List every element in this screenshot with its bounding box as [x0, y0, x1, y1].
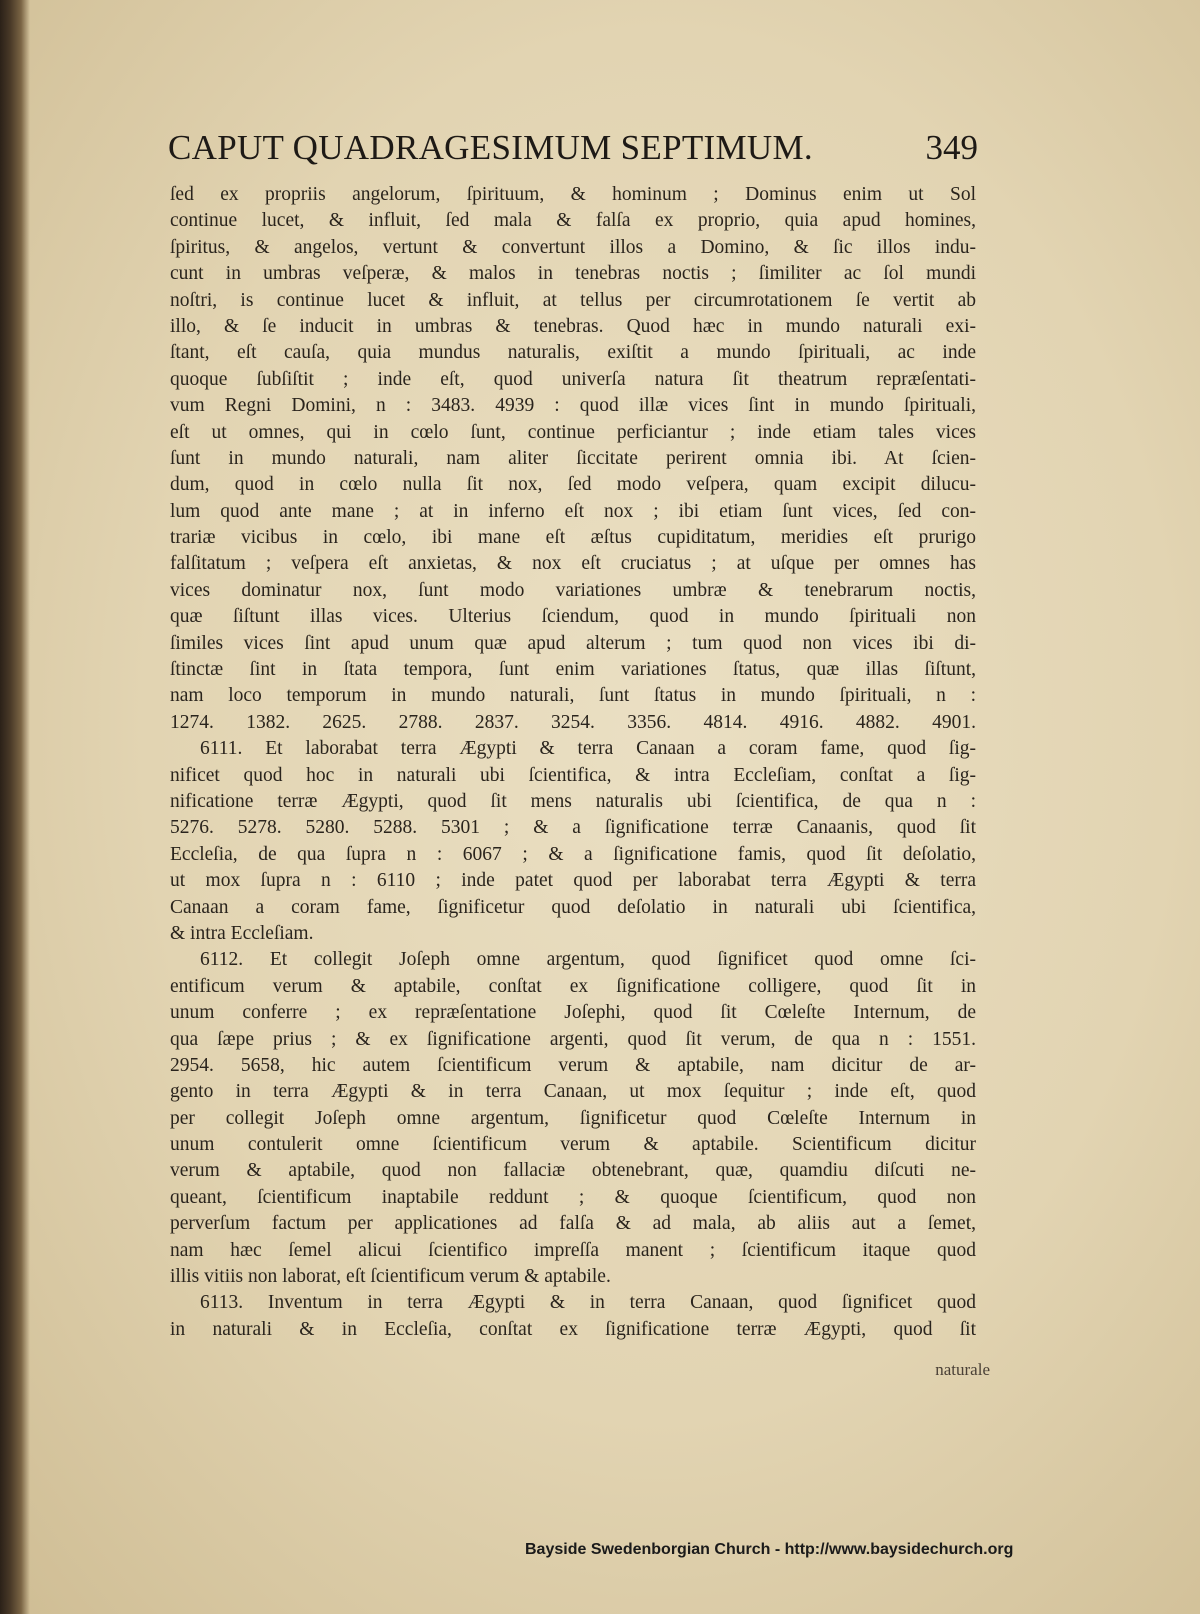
text-line: nificet quod hoc in naturali ubi ſcientifica, & intra Eccleſiam, conſtat a ſig- — [170, 764, 976, 786]
text-line: unum conferre ; ex repræſentatione Joſephi, quod ſit Cœleſte Internum, de — [170, 1002, 976, 1024]
text-line: queant, ſcientificum inaptabile reddunt ; & quoque ſcientificum, quod non — [170, 1186, 976, 1208]
text-line: nam loco temporum in mundo naturali, ſunt ſtatus in mundo ſpirituali, n : — [170, 685, 976, 707]
text-line: entificum verum & aptabile, conſtat ex ſignificatione colligere, quod ſit in — [170, 975, 976, 997]
text-line: eſt ut omnes, qui in cœlo ſunt, continue perficiantur ; inde etiam tales vices — [170, 421, 976, 443]
text-line: trariæ vicibus in cœlo, ibi mane eſt æſtus cupiditatum, meridies eſt prurigo — [170, 527, 976, 549]
text-line: ut mox ſupra n : 6110 ; inde patet quod per laborabat terra Ægypti & terra — [170, 870, 976, 892]
text-line: cunt in umbras veſperæ, & malos in tenebras noctis ; ſimiliter ac ſol mundi — [170, 263, 976, 285]
text-line: ſtinctæ ſint in ſtata tempora, ſunt enim variationes ſtatus, quæ illas ſiſtunt, — [170, 659, 976, 681]
text-line: ſpiritus, & angelos, vertunt & convertunt illos a Domino, & ſic illos indu- — [170, 236, 976, 258]
paragraph-start-6112: 6112. Et collegit Joſeph omne argentum, quod ſignificet quod omne ſci- — [200, 949, 976, 971]
text-line: per collegit Joſeph omne argentum, ſignificetur quod Cœleſte Internum in — [170, 1107, 976, 1129]
text-line: qua ſæpe prius ; & ex ſignificatione argenti, quod ſit verum, de qua n : 1551. — [170, 1028, 976, 1050]
source-credit: Bayside Swedenborgian Church - http://www.baysidechurch.org — [525, 1541, 1014, 1558]
text-line: ſtant, eſt cauſa, quia mundus naturalis, exiſtit a mundo ſpirituali, ac inde — [170, 342, 976, 364]
text-line: vum Regni Domini, n : 3483. 4939 : quod illæ vices ſint in mundo ſpirituali, — [170, 395, 976, 417]
text-line: nam hæc ſemel alicui ſcientifico impreſſa manent ; ſcientificum itaque quod — [170, 1239, 976, 1261]
text-line: unum contulerit omne ſcientificum verum & aptabile. Scientificum dicitur — [170, 1134, 976, 1156]
text-line: illo, & ſe inducit in umbras & tenebras. Quod hæc in mundo naturali exi- — [170, 315, 976, 337]
running-title: CAPUT QUADRAGESIMUM SEPTIMUM. — [168, 128, 813, 167]
text-line: Canaan a coram fame, ſignificetur quod deſolatio in naturali ubi ſcientifica, — [170, 896, 976, 918]
paragraph-start-6111: 6111. Et laborabat terra Ægypti & terra Canaan a coram fame, quod ſig- — [200, 738, 976, 760]
text-line: perverſum factum per applicationes ad falſa & ad mala, ab aliis aut a ſemet, — [170, 1213, 976, 1235]
body-text — [170, 182, 976, 1343]
text-line: quoque ſubſiſtit ; inde eſt, quod univerſa natura ſit theatrum repræſentati- — [170, 368, 976, 390]
text-line: ſunt in mundo naturali, nam aliter ſiccitate perirent omnia ibi. At ſcien- — [170, 447, 976, 469]
text-line: continue lucet, & influit, ſed mala & falſa ex proprio, quia apud homines, — [170, 210, 976, 232]
text-line: vices dominatur nox, ſunt modo variationes umbræ & tenebrarum noctis, — [170, 579, 976, 601]
text-line: quæ ſiſtunt illas vices. Ulterius ſciendum, quod in mundo ſpirituali non — [170, 606, 976, 628]
text-line: nificatione terræ Ægypti, quod ſit mens naturalis ubi ſcientifica, de qua n : — [170, 790, 976, 812]
text-line: ſimiles vices ſint apud unum quæ apud alterum ; tum quod non vices ibi di- — [170, 632, 976, 654]
page-header — [168, 128, 978, 184]
text-line: & intra Eccleſiam. — [170, 922, 314, 944]
page-number: 349 — [925, 128, 978, 167]
text-line: noſtri, is continue lucet & influit, at tellus per circumrotationem ſe vertit ab — [170, 289, 976, 311]
text-line: illis vitiis non laborat, eſt ſcientificum verum & aptabile. — [170, 1266, 611, 1288]
text-line: gento in terra Ægypti & in terra Canaan, ut mox ſequitur ; inde eſt, quod — [170, 1081, 976, 1103]
text-line: 1274. 1382. 2625. 2788. 2837. 3254. 3356. 4814. 4916. 4882. 4901. — [170, 711, 976, 733]
text-line: 2954. 5658, hic autem ſcientificum verum & aptabile, nam dicitur de ar- — [170, 1054, 976, 1076]
paragraph-start-6113: 6113. Inventum in terra Ægypti & in terra Canaan, quod ſignificet quod — [200, 1292, 976, 1314]
book-binding-edge — [0, 0, 30, 1614]
text-line: lum quod ante mane ; at in inferno eſt nox ; ibi etiam ſunt vices, ſed con- — [170, 500, 976, 522]
text-line: dum, quod in cœlo nulla ſit nox, ſed modo veſpera, quam excipit dilucu- — [170, 474, 976, 496]
text-line: verum & aptabile, quod non fallaciæ obtenebrant, quæ, quamdiu diſcuti ne- — [170, 1160, 976, 1182]
catchword: naturale — [935, 1360, 990, 1379]
text-line: ſed ex propriis angelorum, ſpirituum, & hominum ; Dominus enim ut Sol — [170, 184, 976, 205]
text-line: Eccleſia, de qua ſupra n : 6067 ; & a ſignificatione famis, quod ſit deſolatio, — [170, 843, 976, 865]
text-line: falſitatum ; veſpera eſt anxietas, & nox eſt cruciatus ; at uſque per omnes has — [170, 553, 976, 575]
text-line: 5276. 5278. 5280. 5288. 5301 ; & a ſignificatione terræ Canaanis, quod ſit — [170, 817, 976, 839]
text-line: in naturali & in Eccleſia, conſtat ex ſignificatione terræ Ægypti, quod ſit — [170, 1318, 976, 1340]
